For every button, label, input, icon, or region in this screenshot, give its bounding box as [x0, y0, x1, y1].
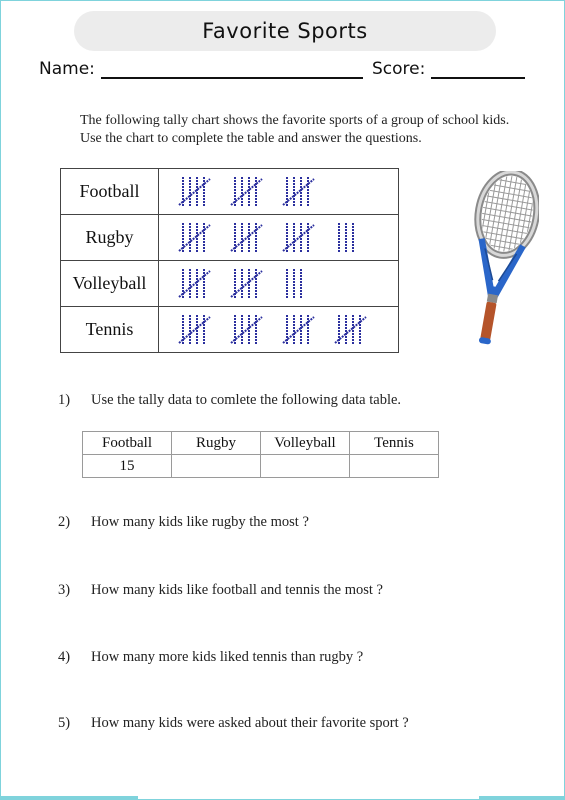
tally-label: Volleyball [61, 261, 159, 307]
page-border-accent [1, 796, 138, 799]
table-header-row [83, 432, 439, 455]
tally-chart [60, 168, 399, 353]
tally-row [61, 307, 399, 353]
tally-label: Tennis [61, 307, 159, 353]
name-line[interactable] [101, 59, 363, 79]
tally-row [61, 215, 399, 261]
data-table [82, 431, 439, 478]
question-2: 2) How many kids like rugby the most ? [58, 514, 309, 530]
tally-svg [159, 215, 398, 260]
intro-text: The following tally chart shows the favorite sports of a group of school kids. Use the chart to complete the table and answer the questions. [80, 113, 510, 146]
table-cell[interactable] [172, 455, 261, 478]
score-label: Score: [372, 59, 426, 79]
table-header: Rugby [172, 432, 261, 455]
table-row [83, 455, 439, 478]
question-4: 4) How many more kids liked tennis than rugby ? [58, 649, 364, 665]
question-3: 3) How many kids like football and tennis the most ? [58, 582, 383, 598]
page-border-accent [479, 796, 564, 799]
score-line[interactable] [431, 59, 525, 79]
tally-svg [159, 169, 398, 214]
tally-marks [159, 169, 399, 215]
question-5: 5) How many kids were asked about their favorite sport ? [58, 715, 409, 731]
tally-marks [159, 215, 399, 261]
table-header: Tennis [350, 432, 439, 455]
name-label: Name: [39, 59, 95, 79]
table-header: Football [83, 432, 172, 455]
question-1: 1) Use the tally data to comlete the following data table. [58, 392, 402, 408]
tally-svg [159, 261, 398, 306]
table-cell[interactable] [350, 455, 439, 478]
name-field[interactable] [39, 59, 363, 79]
tally-marks [159, 261, 399, 307]
tally-svg [159, 307, 398, 352]
page-title: Favorite Sports [74, 11, 496, 51]
table-cell[interactable]: 15 [83, 455, 172, 478]
table-cell[interactable] [261, 455, 350, 478]
tally-marks [159, 307, 399, 353]
tally-row [61, 261, 399, 307]
tally-label: Rugby [61, 215, 159, 261]
score-field[interactable] [372, 59, 525, 79]
table-header: Volleyball [261, 432, 350, 455]
tennis-racket-icon [463, 171, 539, 349]
tally-row [61, 169, 399, 215]
tally-label: Football [61, 169, 159, 215]
